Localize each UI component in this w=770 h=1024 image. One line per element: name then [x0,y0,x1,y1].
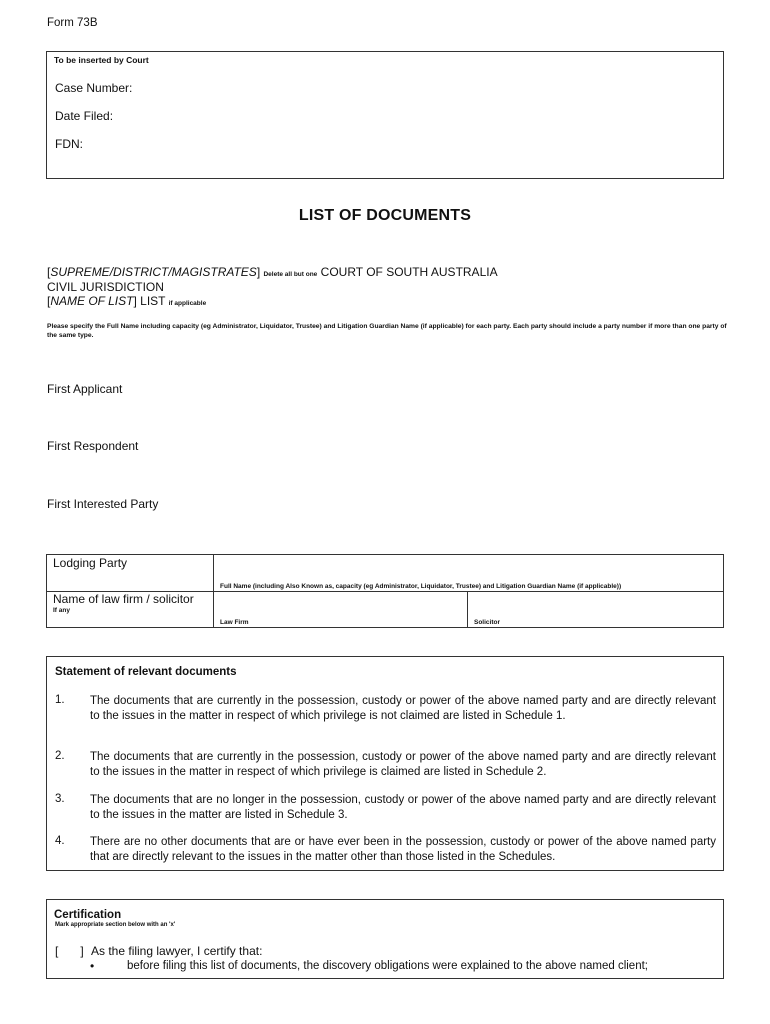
bullet-icon: • [90,959,95,973]
fdn-label: FDN: [55,137,83,151]
date-filed-label: Date Filed: [55,109,114,123]
checkbox-close: ] [80,944,84,958]
filing-lawyer-text: As the filing lawyer, I certify that: [91,944,263,958]
court-line: [SUPREME/DISTRICT/MAGISTRATES] Delete all but one COURT OF SOUTH AUSTRALIA [47,265,498,279]
checkbox-open: [ [55,944,59,958]
court-use-box [46,51,724,179]
lodging-party-table [46,554,724,628]
civil-jurisdiction: CIVIL JURISDICTION [47,280,164,294]
solicitor-caption: Solicitor [474,619,501,626]
certification-box [46,899,724,979]
list-name: NAME OF LIST [50,294,134,308]
statement-item-number: 3. [55,793,65,805]
court-name: COURT OF SOUTH AUSTRALIA [320,265,498,279]
statement-item-text: There are no other documents that are or have ever been in the possession, custody or power of the above named party that are directly relevant to the issues in the matter other than those listed in the Schedules. [90,836,716,863]
law-firm-caption: Law Firm [220,619,249,626]
list-suffix: ] LIST [133,294,166,308]
filing-lawyer-checkbox[interactable] [55,944,84,958]
page-title: LIST OF DOCUMENTS [298,207,472,224]
court-box-header: To be inserted by Court [54,55,149,65]
statement-item-text: The documents that are no longer in the possession, custody or power of the above named party and are directly relevant to the issues in the matter are listed in Schedule 3. [90,794,716,821]
statement-item-text: The documents that are currently in the possession, custody or power of the above named party and are directly relevant to the issues in the matter in respect of which privilege is not claimed are listed in Schedule 1. [90,695,716,722]
case-number-label: Case Number: [55,81,133,95]
statement-item-number: 2. [55,750,65,762]
certification-bullet-1: before filing this list of documents, the discovery obligations were explained to the above named client; [127,960,648,972]
table-divider [467,591,468,627]
court-options: SUPREME/DISTRICT/MAGISTRATES [50,265,257,279]
statement-heading: Statement of relevant documents [55,666,237,678]
party-first-respondent: First Respondent [47,439,139,453]
instructions: Please specify the Full Name including capacity (eg Administrator, Liquidator, Trustee) and Litigation Guardian Name (if applicable) for each party. Each party should include a party number if more than one party of the same type. [47,323,727,339]
law-firm-label: Name of law firm / solicitor [53,592,194,606]
list-line: [NAME OF LIST] LIST if applicable [47,294,207,308]
if-applicable-note: if applicable [168,300,207,307]
form-number: Form 73B [47,17,98,29]
certification-heading: Certification [54,909,122,921]
lodging-party-label: Lodging Party [53,556,128,570]
if-any-note: If any [53,607,70,614]
statement-item-text: The documents that are currently in the possession, custody or power of the above named party and are directly relevant to the issues in the matter in respect of which privilege is claimed are listed in Schedule 2. [90,751,716,778]
party-first-interested: First Interested Party [47,497,159,511]
statement-box [46,656,724,871]
party-first-applicant: First Applicant [47,382,123,396]
statement-item-number: 1. [55,694,65,706]
delete-note: Delete all but one [263,271,318,278]
certification-note: Mark appropriate section below with an 'x' [55,922,176,928]
full-name-caption: Full Name (including Also Known as, capacity (eg Administrator, Liquidator, Trustee) and Litigation Guardian Name (if applicable)) [220,583,622,590]
statement-item-number: 4. [55,835,65,847]
